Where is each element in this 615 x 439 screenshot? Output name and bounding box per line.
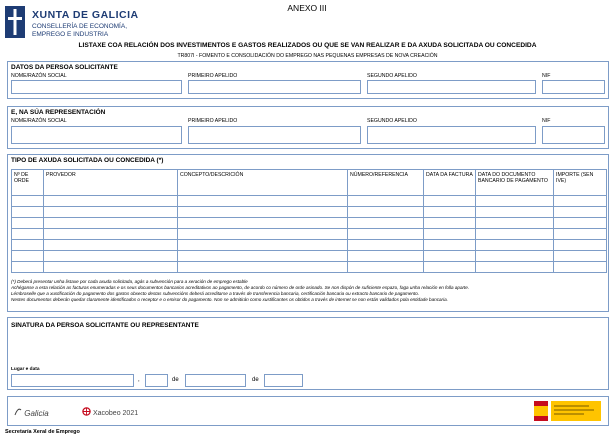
table-cell[interactable] bbox=[554, 218, 607, 229]
table-cell[interactable] bbox=[44, 229, 178, 240]
comma-separator: , bbox=[138, 377, 140, 383]
galicia-logo: Galicia bbox=[14, 407, 49, 418]
note-line: Lémbraselle que a xustificación do pagamento dos gastos obxecto destas subvencións deberá acreditarse a través de transferencia bancaria, certificación bancaria ou extracto bancario de pagamento. bbox=[11, 291, 420, 296]
table-cell[interactable] bbox=[424, 207, 476, 218]
column-header-concept: CONCEPTO/DESCRICIÓN bbox=[178, 170, 348, 196]
representative-nif-field[interactable] bbox=[542, 126, 605, 144]
table-body bbox=[12, 196, 607, 273]
table-row bbox=[12, 262, 607, 273]
table-cell[interactable] bbox=[44, 196, 178, 207]
document-title: LISTAXE COA RELACIÓN DOS INVESTIMENTOS E GASTOS REALIZADOS OU QUE SE VAN REALIZAR E DA AXUDA SOLICITADA OU CONCEDIDA bbox=[78, 42, 537, 49]
table-cell[interactable] bbox=[554, 262, 607, 273]
place-field[interactable] bbox=[11, 374, 134, 387]
table-cell[interactable] bbox=[348, 229, 424, 240]
applicant-surname1-field[interactable] bbox=[188, 80, 361, 94]
table-cell[interactable] bbox=[476, 207, 554, 218]
table-cell[interactable] bbox=[178, 196, 348, 207]
table-cell[interactable] bbox=[476, 196, 554, 207]
table-cell[interactable] bbox=[178, 218, 348, 229]
representative-nif-label: NIF bbox=[542, 118, 551, 124]
table-cell[interactable] bbox=[554, 229, 607, 240]
representative-name-label: NOME/RAZÓN SOCIAL bbox=[11, 118, 67, 124]
table-cell[interactable] bbox=[178, 251, 348, 262]
table-row bbox=[12, 240, 607, 251]
applicant-title: DATOS DA PERSOA SOLICITANTE bbox=[11, 64, 118, 71]
table-cell[interactable] bbox=[424, 262, 476, 273]
table-cell[interactable] bbox=[554, 196, 607, 207]
aid-title: TIPO DE AXUDA SOLICITADA OU CONCEDIDA (*) bbox=[11, 157, 164, 164]
signature-title: SINATURA DA PERSOA SOLICITANTE OU REPRESENTANTE bbox=[11, 322, 199, 329]
table-header-row bbox=[12, 170, 607, 196]
table-cell[interactable] bbox=[348, 218, 424, 229]
xacobeo-logo: Xacobeo 2021 bbox=[82, 407, 138, 417]
column-header-payment-date: DATA DO DOCUMENTO BANCARIO DE PAGAMENTO bbox=[476, 170, 554, 196]
representative-surname1-label: PRIMEIRO APELIDO bbox=[188, 118, 238, 124]
table-cell[interactable] bbox=[12, 207, 44, 218]
table-cell[interactable] bbox=[476, 240, 554, 251]
xunta-cross-icon bbox=[5, 6, 25, 38]
note-line: Achéganse a esta relación as facturas enumeradas e os seus documentos bancarios acreditativos ao pagamento, de acordo co número de orde asinado. Se non dispón de suficiente espazo, faga unha relación en folla aparte. bbox=[11, 285, 470, 290]
representative-surname2-label: SEGUNDO APELIDO bbox=[367, 118, 417, 124]
table-cell[interactable] bbox=[348, 207, 424, 218]
column-header-order: Nº DE ORDE bbox=[12, 170, 44, 196]
table-cell[interactable] bbox=[348, 196, 424, 207]
table-cell[interactable] bbox=[424, 229, 476, 240]
day-field[interactable] bbox=[145, 374, 168, 387]
table-cell[interactable] bbox=[178, 240, 348, 251]
table-cell[interactable] bbox=[554, 207, 607, 218]
galicia-swirl-icon bbox=[14, 407, 22, 417]
table-cell[interactable] bbox=[424, 251, 476, 262]
representative-title: E, NA SÚA REPRESENTACIÓN bbox=[11, 109, 106, 116]
table-cell[interactable] bbox=[178, 229, 348, 240]
column-header-invoice-date: DATA DA FACTURA bbox=[424, 170, 476, 196]
applicant-surname2-label: SEGUNDO APELIDO bbox=[367, 73, 417, 79]
table-cell[interactable] bbox=[476, 262, 554, 273]
table-cell[interactable] bbox=[476, 251, 554, 262]
table-cell[interactable] bbox=[348, 251, 424, 262]
applicant-nif-field[interactable] bbox=[542, 80, 605, 94]
table-cell[interactable] bbox=[348, 240, 424, 251]
table-cell[interactable] bbox=[12, 262, 44, 273]
table-cell[interactable] bbox=[12, 240, 44, 251]
applicant-nif-label: NIF bbox=[542, 73, 551, 79]
table-cell[interactable] bbox=[44, 240, 178, 251]
table-cell[interactable] bbox=[44, 207, 178, 218]
representative-name-field[interactable] bbox=[11, 126, 182, 144]
investments-table bbox=[11, 169, 607, 273]
note-line: (*) Deberá presentar unha listaxe por cada axuda solicitada, agás a subvención para a xeración de emprego estable bbox=[11, 279, 248, 284]
aid-notes bbox=[11, 279, 607, 303]
table-cell[interactable] bbox=[12, 251, 44, 262]
table-cell[interactable] bbox=[554, 251, 607, 262]
footer-logos bbox=[7, 396, 609, 426]
table-cell[interactable] bbox=[12, 229, 44, 240]
table-cell[interactable] bbox=[44, 251, 178, 262]
year-field[interactable] bbox=[264, 374, 303, 387]
table-cell[interactable] bbox=[44, 262, 178, 273]
annex-label: ANEXO III bbox=[287, 3, 327, 13]
xacobeo-icon bbox=[82, 407, 91, 416]
footer-secretaria: Secretaría Xeral de Emprego bbox=[5, 429, 80, 435]
table-cell[interactable] bbox=[424, 196, 476, 207]
logo-department: CONSELLERÍA DE ECONOMÍA, EMPREGO E INDUSTRIA bbox=[32, 23, 127, 38]
table-cell[interactable] bbox=[44, 218, 178, 229]
column-header-reference: NÚMERO/REFERENCIA bbox=[348, 170, 424, 196]
de-separator-2: de bbox=[252, 377, 259, 383]
signature-section bbox=[7, 317, 609, 390]
column-header-provider: PROVEDOR bbox=[44, 170, 178, 196]
aid-section bbox=[7, 154, 609, 312]
xunta-logo bbox=[5, 6, 139, 40]
place-date-label: Lugar e data bbox=[11, 367, 40, 372]
applicant-section bbox=[7, 61, 609, 99]
table-cell[interactable] bbox=[424, 218, 476, 229]
representative-surname1-field[interactable] bbox=[188, 126, 361, 144]
applicant-surname1-label: PRIMEIRO APELIDO bbox=[188, 73, 238, 79]
logo-title: XUNTA DE GALICIA bbox=[32, 9, 139, 21]
de-separator-1: de bbox=[172, 377, 179, 383]
column-header-amount: IMPORTE (SEN IVE) bbox=[554, 170, 607, 196]
table-row bbox=[12, 218, 607, 229]
procedure-code: TR807I - FOMENTO E CONSOLIDACIÓN DO EMPREGO NAS PEQUENAS EMPRESAS DE NOVA CREACIÓN bbox=[177, 53, 438, 59]
applicant-name-label: NOME/RAZÓN SOCIAL bbox=[11, 73, 67, 79]
applicant-name-field[interactable] bbox=[11, 80, 182, 94]
applicant-surname2-field[interactable] bbox=[367, 80, 536, 94]
table-cell[interactable] bbox=[12, 218, 44, 229]
table-cell[interactable] bbox=[348, 262, 424, 273]
table-row bbox=[12, 229, 607, 240]
table-cell[interactable] bbox=[424, 240, 476, 251]
spain-government-logo bbox=[534, 401, 604, 423]
table-row bbox=[12, 251, 607, 262]
month-field[interactable] bbox=[185, 374, 246, 387]
table-cell[interactable] bbox=[476, 229, 554, 240]
table-cell[interactable] bbox=[554, 240, 607, 251]
table-cell[interactable] bbox=[12, 196, 44, 207]
note-line: Nestes documentos deberán quedar claramente identificados o receptor e o emisor do pagamento. Non se admitirán como xustificantes os obtidos a través de internet se non están validados pola entidade bancaria. bbox=[11, 297, 448, 302]
table-row bbox=[12, 207, 607, 218]
table-cell[interactable] bbox=[178, 262, 348, 273]
table-row bbox=[12, 196, 607, 207]
representative-surname2-field[interactable] bbox=[367, 126, 536, 144]
representative-section bbox=[7, 106, 609, 149]
table-cell[interactable] bbox=[178, 207, 348, 218]
table-cell[interactable] bbox=[476, 218, 554, 229]
